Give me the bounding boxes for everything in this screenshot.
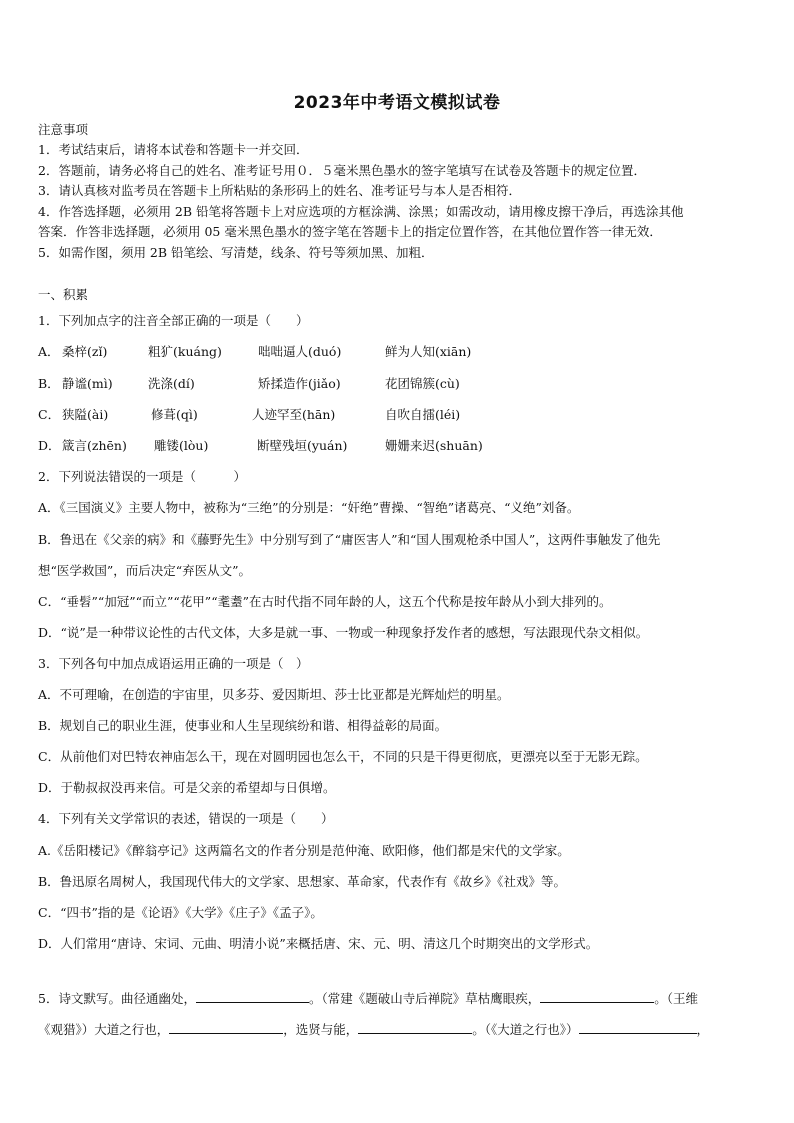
option-text: B．鲁迅原名周树人，我国现代伟大的文学家、思想家、革命家，代表作有《故乡》《社戏》等。 [38, 874, 566, 889]
option-item: 洗涤(dí) [148, 376, 195, 391]
notice-item: 答案．作答非选择题，必须用 05 毫米黑色墨水的签字笔在答题卡上的指定位置作答，在其他位置作答一律无效． [38, 224, 662, 239]
option-text: C．“垂髫”“加冠”“而立”“花甲”“耄耋”在古时代指不同年龄的人，这五个代称是按年龄从小到大排列的。 [38, 594, 612, 609]
option-item: 咄咄逼人(duó) [258, 344, 342, 359]
option-text: A．《三国演义》主要人物中，被称为“三绝”的分别是：“奸绝”曹操、“智绝”诸葛亮、“义绝”刘备。 [38, 500, 580, 515]
answer-blank[interactable] [169, 1020, 283, 1034]
option-item: 狭隘(ài) [62, 407, 109, 422]
option-item: 箴言(zhēn) [62, 438, 127, 453]
option-text: B．规划自己的职业生涯，使事业和人生呈现缤纷和谐、相得益彰的局面。 [38, 718, 448, 733]
question-stem: 1．下列加点字的注音全部正确的一项是（ ） [38, 313, 309, 328]
option-text: D．人们常用“唐诗、宋词、元曲、明清小说”来概括唐、宋、元、明、清这几个时期突出的文学形式。 [38, 936, 599, 951]
question-stem [38, 989, 760, 1007]
section-heading: 一、积累 [38, 287, 89, 302]
notice-item: 1．考试结束后，请将本试卷和答题卡一并交回． [38, 142, 309, 157]
option-item: 鲜为人知(xiān) [385, 344, 472, 359]
option-text: A．不可理喻，在创造的宇宙里，贝多芬、爱因斯坦、莎士比亚都是光辉灿烂的明星。 [38, 687, 510, 702]
notice-item: 5．如需作图，须用 2B 铅笔绘、写清楚，线条、符号等须加黑、加粗． [38, 245, 434, 260]
question-line [38, 1020, 760, 1038]
question-stem: 4．下列有关文学常识的表述，错误的一项是（ ） [38, 811, 334, 826]
q5-text: 5．诗文默写。曲径通幽处， [38, 991, 196, 1006]
answer-blank[interactable] [196, 989, 309, 1003]
option-text: B．鲁迅在《父亲的病》和《藤野先生》中分别写到了“庸医害人”和“国人围观枪杀中国人”，这两件事触发了他先 [38, 532, 661, 547]
page-title: 2023年中考语文模拟试卷 [293, 93, 501, 113]
option-item: 桑梓(zǐ) [62, 344, 108, 359]
option-item: 姗姗来迟(shuān) [385, 438, 483, 453]
option-item: 矫揉造作(jiǎo) [258, 376, 341, 391]
answer-blank[interactable] [358, 1020, 472, 1034]
option-text: C．从前他们对巴特农神庙怎么干，现在对圆明园也怎么干，不同的只是干得更彻底，更漂亮以至于无影无踪。 [38, 749, 648, 764]
option-text: A.《岳阳楼记》《醉翁亭记》这两篇名文的作者分别是范仲淹、欧阳修，他们都是宋代的文学家。 [38, 843, 570, 858]
answer-blank[interactable] [540, 989, 654, 1003]
option-text: D．“说”是一种带议论性的古代文体，大多是就一事、一物或一种现象抒发作者的感想，写法跟现代杂文相似。 [38, 625, 649, 640]
option-label: A． [38, 344, 60, 359]
q5-text: 。（王维 [654, 991, 698, 1006]
notice-item: 4．作答选择题，必须用 2B 铅笔将答题卡上对应选项的方框涂满、涂黑；如需改动，请用橡皮擦干净后，再选涂其他 [38, 204, 684, 219]
q5-text: 《观猎》）大道之行也， [38, 1022, 170, 1037]
question-stem: 2．下列说法错误的一项是（ ） [38, 469, 246, 484]
q5-text: 。（《大道之行也》） [472, 1022, 579, 1037]
option-item: 花团锦簇(cù) [385, 376, 460, 391]
option-text: D．于勒叔叔没再来信。可是父亲的希望却与日俱增。 [38, 780, 336, 795]
option-item: 断壁残垣(yuán) [257, 438, 348, 453]
notice-heading: 注意事项 [38, 122, 89, 137]
option-label: B． [38, 376, 60, 391]
answer-blank[interactable] [579, 1020, 697, 1034]
option-item: 静谧(mì) [62, 376, 113, 391]
option-label: C． [38, 407, 61, 422]
q5-text: ，选贤与能， [283, 1022, 359, 1037]
option-item: 自吹自擂(léi) [385, 407, 461, 422]
option-text: C．“四书”指的是《论语》《大学》《庄子》《孟子》。 [38, 905, 323, 920]
question-stem: 3．下列各句中加点成语运用正确的一项是（ ） [38, 656, 309, 671]
option-item: 粗犷(kuáng) [148, 344, 222, 359]
notice-item: 2．答题前，请务必将自己的姓名、准考证号用０．５毫米黑色墨水的签字笔填写在试卷及答题卡的规定位置． [38, 163, 646, 178]
option-item: 修葺(qì) [151, 407, 198, 422]
option-text: 想“医学救国”，而后决定“弃医从文”。 [38, 563, 252, 578]
q5-text: 。（常建《题破山寺后禅院》草枯鹰眼疾， [308, 991, 541, 1006]
option-label: D． [38, 438, 61, 453]
option-item: 人迹罕至(hān) [252, 407, 336, 422]
option-item: 雕镂(lòu) [154, 438, 209, 453]
notice-item: 3．请认真核对监考员在答题卡上所粘贴的条形码上的姓名、准考证号与本人是否相符． [38, 183, 521, 198]
q5-text: ， [696, 1022, 710, 1037]
